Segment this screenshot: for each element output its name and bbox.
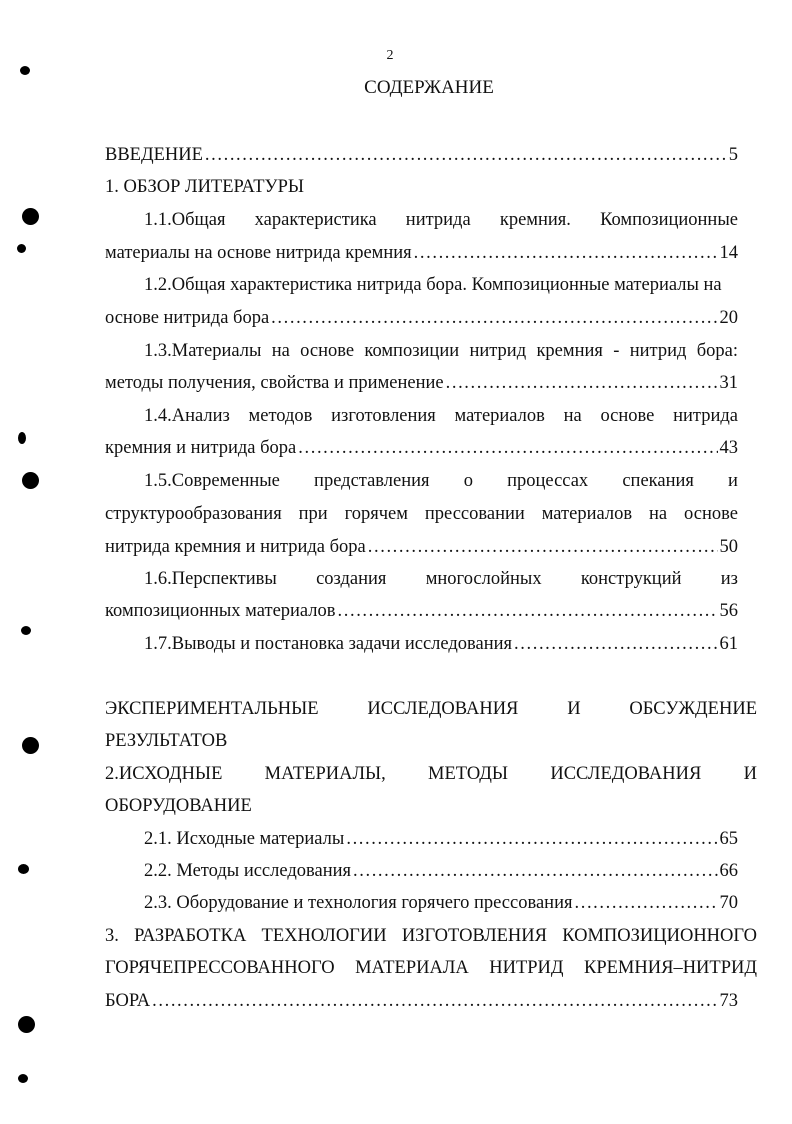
scan-speck [18,1074,28,1083]
page-title: СОДЕРЖАНИЕ [364,77,494,98]
scan-speck [18,864,29,874]
toc-entry-1-6-line2[interactable]: композиционных материалов ..... 56 [105,599,738,623]
toc-entry-1-5-line1[interactable]: 1.5.Современные представления о процессах спекания и [144,471,738,491]
toc-entry-1-3-line1[interactable]: 1.3.Материалы на основе композиции нитрид кремния - нитрид бора: [144,341,738,361]
scan-speck [21,626,31,635]
toc-entry-1-5-line3[interactable]: нитрида кремния и нитрида бора ..... 50 [105,535,738,559]
toc-entry-1-1-line2[interactable]: материалы на основе нитрида кремния ..... 14 [105,241,738,265]
toc-chapter-2-line1[interactable]: 2.ИСХОДНЫЕ МАТЕРИАЛЫ, МЕТОДЫ ИССЛЕДОВАНИЯ И [105,764,757,784]
toc-chapter-3-line1[interactable]: 3. РАЗРАБОТКА ТЕХНОЛОГИИ ИЗГОТОВЛЕНИЯ КОМПОЗИЦИОННОГО [105,926,757,946]
toc-entry-1-4-line1[interactable]: 1.4.Анализ методов изготовления материалов на основе нитрида [144,406,738,426]
binder-hole [18,1016,35,1033]
scan-speck [18,432,26,444]
toc-entry-1-5-line2[interactable]: структурообразования при горячем прессовании материалов на основе [105,504,738,524]
toc-entry-1-2-line1[interactable]: 1.2.Общая характеристика нитрида бора. Композиционные материалы на [144,275,722,295]
toc-entry-1-4-line2[interactable]: кремния и нитрида бора ..... 43 [105,436,738,460]
toc-entry-1-1-line1[interactable]: 1.1.Общая характеристика нитрида кремния. Композиционные [144,210,738,230]
toc-entry-1-3-line2[interactable]: методы получения, свойства и применение ..... 31 [105,371,738,395]
toc-entry-2-1[interactable]: 2.1. Исходные материалы ..... 65 [144,827,738,851]
toc-chapter-2-line2[interactable]: ОБОРУДОВАНИЕ [105,796,252,816]
toc-section-experimental-line1[interactable]: ЭКСПЕРИМЕНТАЛЬНЫЕ ИССЛЕДОВАНИЯ И ОБСУЖДЕНИЕ [105,699,757,719]
page-number: 2 [386,48,394,63]
binder-hole [22,737,39,754]
toc-entry-1-6-line1[interactable]: 1.6.Перспективы создания многослойных конструкций из [144,569,738,589]
toc-entry-1-7[interactable]: 1.7.Выводы и постановка задачи исследования ..... 61 [144,632,738,656]
toc-entry-2-2[interactable]: 2.2. Методы исследования ..... 66 [144,859,738,883]
toc-entry-intro[interactable]: ВВЕДЕНИЕ ..... 5 [105,143,738,167]
binder-hole [22,472,39,489]
toc-chapter-1[interactable]: 1. ОБЗОР ЛИТЕРАТУРЫ [105,177,305,197]
scan-speck [17,244,26,253]
toc-chapter-3-line2[interactable]: ГОРЯЧЕПРЕССОВАННОГО МАТЕРИАЛА НИТРИД КРЕМНИЯ–НИТРИД [105,958,757,978]
toc-chapter-3-line3[interactable]: БОРА ..... 73 [105,989,738,1013]
toc-section-experimental-line2[interactable]: РЕЗУЛЬТАТОВ [105,731,228,751]
binder-hole [22,208,39,225]
scan-speck [20,66,30,75]
toc-entry-2-3[interactable]: 2.3. Оборудование и технология горячего прессования ..... 70 [144,891,738,915]
toc-entry-1-2-line2[interactable]: основе нитрида бора ..... 20 [105,306,738,330]
